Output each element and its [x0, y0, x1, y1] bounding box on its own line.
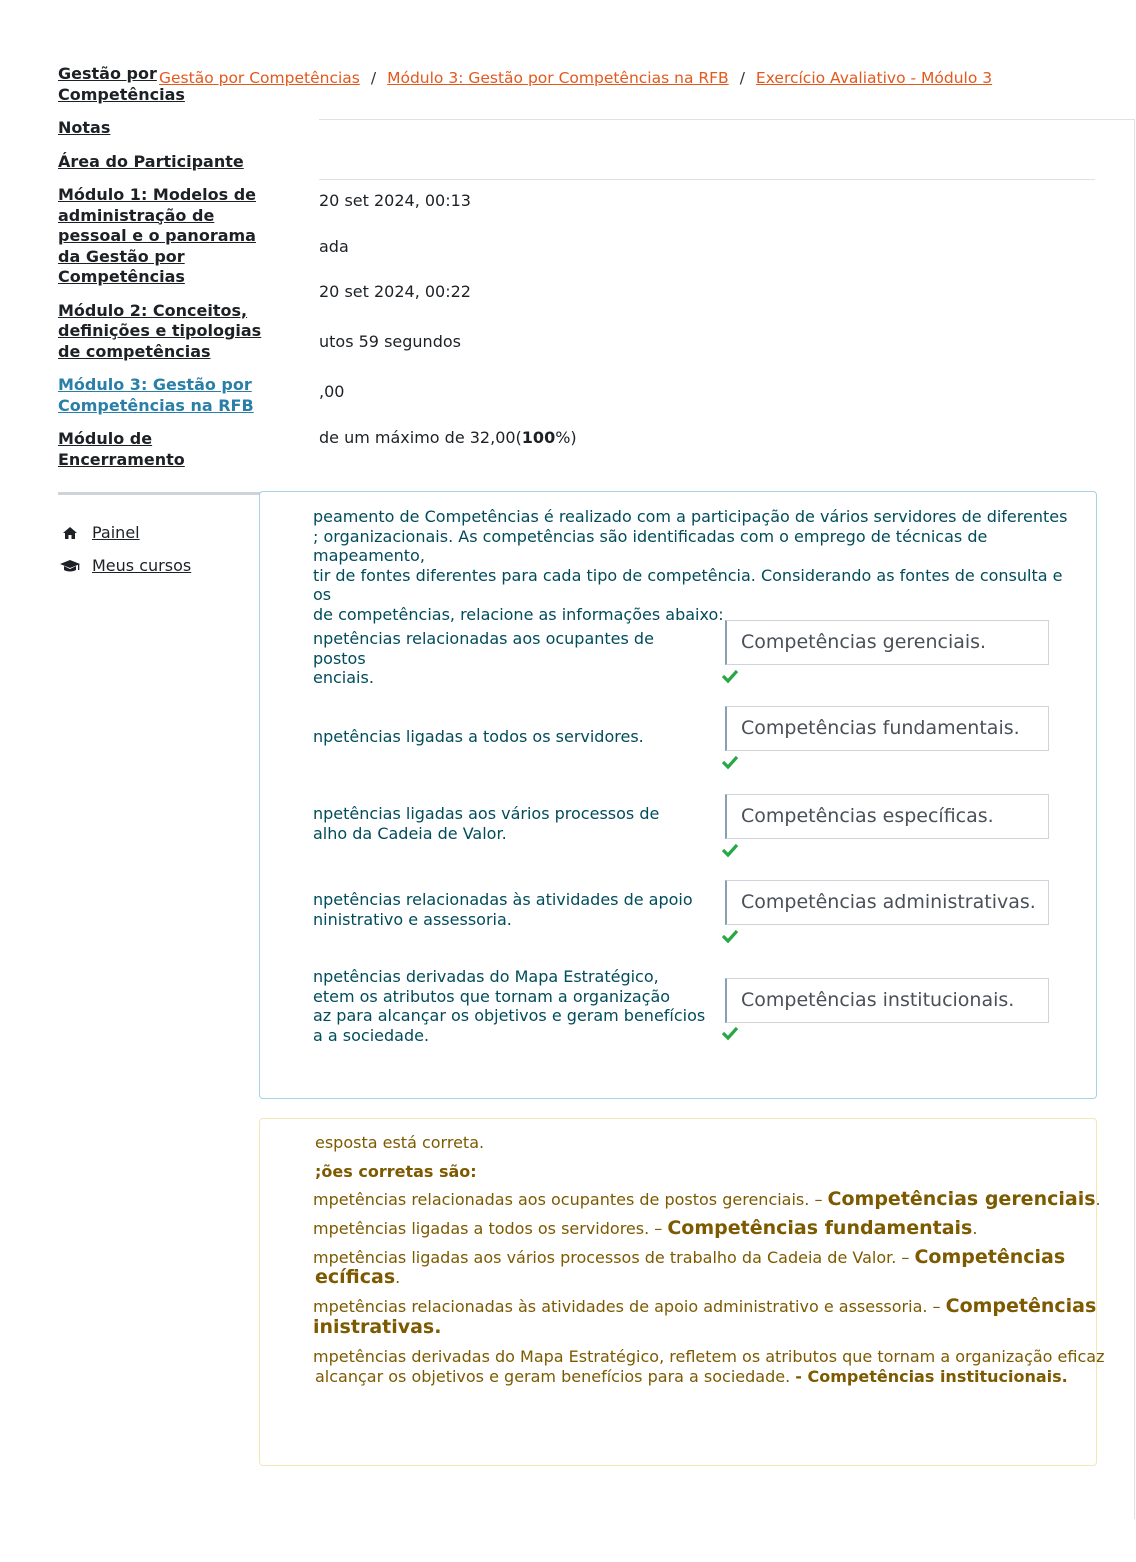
breadcrumb-course[interactable]: Gestão por Competências: [159, 69, 360, 87]
sidebar-item-grades[interactable]: Notas: [58, 118, 111, 137]
feedback-line: [315, 1268, 400, 1288]
summary-completed: 20 set 2024, 00:22: [319, 282, 471, 301]
match-row-label: [313, 967, 708, 1045]
sidebar-item-module-2[interactable]: Módulo 2: Conceitos, definições e tipologias de competências: [58, 300, 262, 361]
summary-state: ada: [319, 237, 349, 256]
grade-percent: 100: [521, 428, 556, 447]
label-line: npetências relacionadas aos ocupantes de postos: [313, 629, 654, 668]
sidebar-my-courses-link[interactable]: [58, 556, 262, 575]
breadcrumb-quiz[interactable]: Exercício Avaliativo - Módulo 3: [755, 69, 993, 87]
question-line: de competências, relacione as informações abaixo:: [313, 604, 724, 624]
summary-grade: [319, 428, 577, 447]
feedback-answer: Competências: [945, 1295, 1097, 1317]
check-icon: [721, 841, 739, 859]
answer-select[interactable]: Competências institucionais.: [725, 978, 1049, 1023]
my-courses-link-label[interactable]: Meus cursos: [92, 556, 192, 575]
feedback-heading: ;ões corretas são:: [315, 1162, 477, 1181]
feedback-text: mpetências relacionadas às atividades de apoio administrativo e assessoria. –: [313, 1297, 946, 1316]
dashboard-link-label[interactable]: Painel: [92, 523, 140, 542]
match-row-label: [313, 804, 708, 843]
graduation-cap-icon: [58, 559, 82, 573]
feedback-text: mpetências ligadas a todos os servidores. –: [313, 1219, 668, 1238]
feedback-line: [315, 1367, 1068, 1387]
summary-started: 20 set 2024, 00:13: [319, 191, 471, 210]
sidebar-divider: [58, 492, 261, 495]
panel-border: [319, 119, 1134, 120]
feedback-answer: inistrativas.: [313, 1316, 442, 1338]
check-icon: [721, 1024, 739, 1042]
summary-marks: ,00: [319, 382, 345, 401]
question-line: tir de fontes diferentes para cada tipo de competência. Considerando as fontes de consulta e os: [313, 565, 1063, 604]
label-line: npetências ligadas aos vários processos de: [313, 804, 660, 823]
breadcrumb-separator: /: [370, 69, 377, 87]
answer-select[interactable]: Competências fundamentais.: [725, 706, 1049, 751]
answer-select[interactable]: Competências específicas.: [725, 794, 1049, 839]
breadcrumb: [159, 69, 992, 87]
feedback-line: [313, 1248, 1065, 1268]
feedback-line: [313, 1219, 977, 1239]
breadcrumb-separator: /: [739, 69, 745, 87]
sidebar-item-participant-area[interactable]: Área do Participante: [58, 151, 244, 171]
sidebar-item-course[interactable]: Gestão por Competências: [58, 64, 185, 104]
label-line: npetências relacionadas às atividades de apoio: [313, 890, 693, 909]
feedback-end: .: [1095, 1190, 1101, 1209]
feedback-end: .: [972, 1219, 978, 1238]
answer-select[interactable]: Competências administrativas.: [725, 880, 1049, 925]
course-sidebar: [58, 64, 262, 589]
question-text: [313, 507, 1073, 624]
label-line: a a sociedade.: [313, 1025, 430, 1045]
feedback-answer: ecíficas: [315, 1266, 396, 1288]
match-row-label: [313, 727, 708, 747]
panel-border: [1134, 119, 1135, 1519]
question-line: ; organizacionais. As competências são identificadas com o emprego de técnicas de mapeamento,: [313, 526, 988, 565]
grade-prefix: de um máximo de 32,00(: [319, 428, 522, 447]
feedback-text: alcançar os objetivos e geram benefícios para a sociedade.: [315, 1367, 796, 1386]
sidebar-item-module-1[interactable]: Módulo 1: Modelos de administração de pessoal e o panorama da Gestão por Competências: [58, 185, 256, 286]
match-row-label: [313, 629, 708, 688]
label-line: ninistrativo e assessoria.: [313, 909, 512, 929]
check-icon: [721, 753, 739, 771]
sidebar-item-closing-module[interactable]: Módulo de Encerramento: [58, 429, 185, 469]
feedback-text: mpetências derivadas do Mapa Estratégico, refletem os atributos que tornam a organização eficaz: [313, 1347, 1105, 1366]
home-icon: [58, 526, 82, 540]
label-line: enciais.: [313, 668, 374, 687]
feedback-text: mpetências ligadas aos vários processos de trabalho da Cadeia de Valor. –: [313, 1248, 915, 1267]
feedback-line: [313, 1318, 441, 1338]
label-line: npetências derivadas do Mapa Estratégico,: [313, 967, 659, 986]
feedback-answer: Competências: [914, 1246, 1066, 1268]
answer-select[interactable]: Competências gerenciais.: [725, 620, 1049, 665]
feedback-status: esposta está correta.: [315, 1133, 485, 1152]
question-line: peamento de Competências é realizado com a participação de vários servidores de diferentes: [313, 507, 1068, 526]
check-icon: [721, 927, 739, 945]
feedback-line: [313, 1347, 1104, 1367]
label-line: az para alcançar os objetivos e geram benefícios: [313, 1006, 706, 1025]
feedback-end: .: [395, 1268, 401, 1287]
summary-divider: [319, 179, 1095, 180]
feedback-text: mpetências relacionadas aos ocupantes de postos gerenciais. –: [313, 1190, 828, 1209]
summary-duration: utos 59 segundos: [319, 332, 461, 351]
feedback-line: [313, 1190, 1101, 1210]
feedback-line: [313, 1297, 1096, 1317]
grade-suffix: %): [555, 428, 577, 447]
label-line: npetências ligadas a todos os servidores.: [313, 727, 644, 746]
label-line: etem os atributos que tornam a organização: [313, 986, 671, 1006]
check-icon: [721, 667, 739, 685]
feedback-answer: Competências fundamentais: [667, 1217, 973, 1239]
feedback-answer: - Competências institucionais.: [795, 1367, 1068, 1386]
match-row-label: [313, 890, 708, 929]
feedback-answer: Competências gerenciais: [827, 1188, 1096, 1210]
label-line: alho da Cadeia de Valor.: [313, 823, 507, 843]
sidebar-item-module-3[interactable]: Módulo 3: Gestão por Competências na RFB: [58, 375, 254, 415]
breadcrumb-module-3[interactable]: Módulo 3: Gestão por Competências na RFB: [387, 69, 729, 87]
sidebar-dashboard-link[interactable]: [58, 523, 262, 542]
